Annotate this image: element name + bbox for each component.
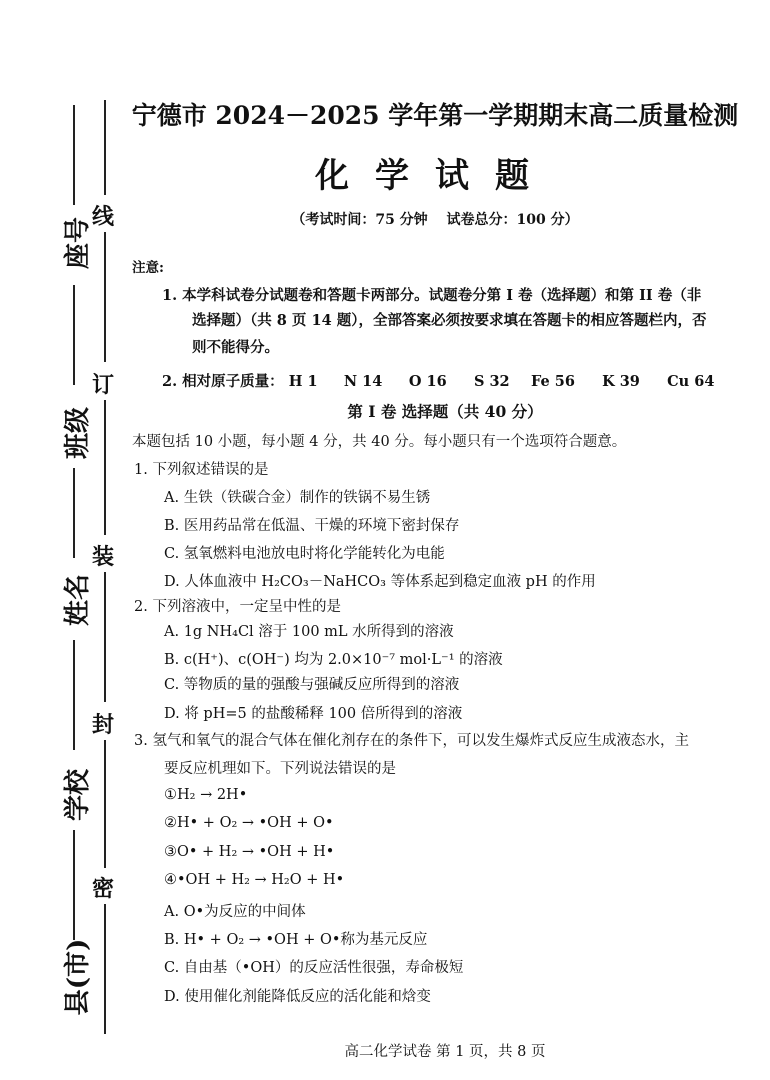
question-3-stem: 3. 氢气和氧气的混合气体在催化剂存在的条件下，可以发生爆炸式反应生成液态水，主 — [134, 733, 689, 749]
question-2-option-d: D. 将 pH=5 的盐酸稀释 100 倍所得到的溶液 — [164, 706, 463, 722]
class-label: 班级 — [63, 407, 93, 460]
seal-line — [104, 232, 106, 362]
question-1-stem: 1. 下列叙述错误的是 — [134, 462, 269, 478]
atomic-mass-k: K 39 — [602, 373, 640, 390]
seal-line — [104, 572, 106, 702]
question-2-option-a: A. 1g NH₄Cl 溶于 100 mL 水所得到的溶液 — [164, 624, 454, 640]
seal-line — [104, 904, 106, 1034]
atomic-mass-h: H 1 — [288, 373, 318, 390]
seat-number-label: 座号 — [63, 217, 93, 270]
notice-item-1-cont: 则不能得分。 — [192, 339, 279, 356]
question-3-option-a: A. O•为反应的中间体 — [164, 904, 306, 920]
county-label: 县(市) — [63, 938, 93, 1016]
section-intro: 本题包括 10 小题，每小题 4 分，共 40 分。每小题只有一个选项符合题意。 — [132, 434, 627, 450]
seal-line — [104, 400, 106, 535]
seal-char-mi: 密 — [92, 876, 115, 902]
seal-char-ding: 订 — [92, 372, 115, 398]
question-3-stem-cont: 要反应机理如下。下列说法错误的是 — [164, 761, 396, 777]
seal-char-xian: 线 — [92, 204, 115, 230]
notice-item-2 — [162, 370, 714, 391]
section-title: 第 I 卷 选择题（共 40 分） — [347, 402, 543, 421]
seal-line — [104, 100, 106, 195]
question-1-option-d: D. 人体血液中 H₂CO₃－NaHCO₃ 等体系起到稳定血液 pH 的作用 — [164, 574, 596, 590]
question-1-option-b: B. 医用药品常在低温、干燥的环境下密封保存 — [164, 518, 460, 534]
question-1-option-a: A. 生铁（铁碳合金）制作的铁锅不易生锈 — [164, 490, 431, 506]
mechanism-step-1: ①H₂ → 2H• — [164, 787, 248, 803]
question-3-option-b: B. H• + O₂ → •OH + O•称为基元反应 — [164, 932, 428, 948]
seat-number-line — [73, 105, 75, 205]
atomic-mass-n: N 14 — [343, 373, 383, 390]
seat-number-line-lower — [73, 285, 75, 385]
question-1-option-c: C. 氢氧燃料电池放电时将化学能转化为电能 — [164, 546, 445, 562]
mechanism-step-2: ②H• + O₂ → •OH + O• — [164, 815, 334, 831]
subject-title: 化学试题 — [315, 156, 555, 196]
school-line — [73, 830, 75, 940]
question-3-option-d: D. 使用催化剂能降低反应的活化能和焓变 — [164, 989, 431, 1005]
atomic-mass-o: O 16 — [408, 373, 447, 390]
mechanism-step-3: ③O• + H₂ → •OH + H• — [164, 844, 335, 860]
seal-char-zhuang: 装 — [92, 544, 115, 570]
seal-line — [104, 740, 106, 868]
name-line — [73, 640, 75, 750]
exam-title: 宁德市 2024－2025 学年第一学期期末高二质量检测 — [131, 101, 739, 130]
mechanism-step-4: ④•OH + H₂ → H₂O + H• — [164, 872, 345, 888]
page-footer: 高二化学试卷 第 1 页，共 8 页 — [344, 1044, 546, 1060]
notice-item-1: 1. 本学科试卷分试题卷和答题卡两部分。试题卷分第 I 卷（选择题）和第 II 卷（非 — [162, 287, 702, 304]
seal-char-feng: 封 — [92, 712, 115, 738]
exam-info: （考试时间：75 分钟 试卷总分：100 分） — [291, 212, 579, 228]
notice-label: 注意: — [132, 260, 164, 276]
question-2-option-b: B. c(H⁺)、c(OH⁻) 均为 2.0×10⁻⁷ mol·L⁻¹ 的溶液 — [164, 652, 503, 668]
question-2-stem: 2. 下列溶液中，一定呈中性的是 — [134, 599, 341, 615]
atomic-mass-label: 2. 相对原子质量： — [162, 373, 284, 390]
atomic-mass-cu: Cu 64 — [667, 373, 715, 390]
question-3-option-c: C. 自由基（•OH）的反应活性很强，寿命极短 — [164, 960, 464, 976]
name-label: 姓名 — [63, 574, 93, 627]
class-line — [73, 468, 75, 558]
notice-item-1-cont: 选择题）（共 8 页 14 题），全部答案必须按要求填在答题卡的相应答题栏内，否 — [192, 312, 707, 329]
atomic-mass-fe: Fe 56 — [531, 373, 575, 390]
school-label: 学校 — [63, 769, 93, 822]
atomic-mass-s: S 32 — [473, 373, 510, 390]
question-2-option-c: C. 等物质的量的强酸与强碱反应所得到的溶液 — [164, 677, 460, 693]
